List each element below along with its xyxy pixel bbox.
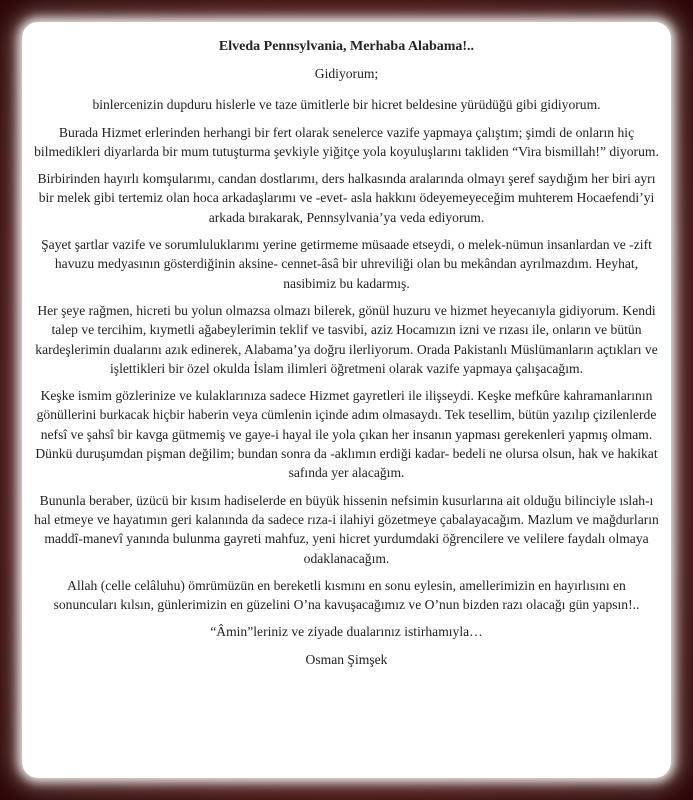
letter-content bbox=[32, 38, 661, 669]
paragraph-1: binlercenizin dupduru hislerle ve taze ümitlerle bir hicret beldesine yürüdüğü gibi gidiyorum. bbox=[92, 97, 601, 113]
paragraph-7: Bununla beraber, üzücü bir kısım hadiselerde en büyük hissenin nefsimin kusurlarına ait olduğu bilinciyle ıslah-ı hal etmeye ve hayatımın geri kalanında da sadece rıza-i ilahiyi gözetmeye çabalayacağım. Mazlum ve mağdurların maddî-manevî yanında bulunma gayreti mahfuz, yeni hicret yurdumdaki öğrencilere ve velilere faydalı olmaya odaklanacağım. bbox=[34, 492, 659, 566]
letter-title: Elveda Pennsylvania, Merhaba Alabama!.. bbox=[218, 39, 475, 54]
paragraph-8: Allah (celle celâluhu) ömrümüzün en bereketli kısmını en sonu eylesin, amellerimizin en hayırlısını en sonuncuları kılsın, günlerimizin en güzelini O’na kavuşacağımız ve O’nun bizden razı olacağı gün yapsın!.. bbox=[53, 577, 640, 613]
paragraph-closing: “Âmin”leriniz ve ziyade dualarınız istirhamıyla… bbox=[210, 624, 483, 640]
paragraph-6: Keşke ismim gözlerinize ve kulaklarınıza sadece Hizmet gayretleri ile ilişseydi. Keşke mefkûre kahramanlarının gönüllerini burkacak hiçbir haberin veya cümlenin içinde adım olmasaydı. Tek tesellim, bütün yazılıp çizilenlerde nefsî ve şahsî bir kavga gütmemiş ve gaye-i hayal ile yola çıkan her insanın yapması gerekenleri yapmış olmam. Dünkü duruşumdan pişman değilim; bundan sonra da -aklımın erdiği kadar- bedeli ne olursa olsun, hak ve hakikat safında yer alacağım. bbox=[35, 388, 658, 481]
paragraph-intro: Gidiyorum; bbox=[314, 66, 379, 81]
paragraph-2: Burada Hizmet erlerinden herhangi bir fert olarak senelerce vazife yapmaya çalıştım; şimdi de onların hiç bilmedikleri diyarlarda bir mum tutuşturma şevkiyle yiğitçe yola koyuluşlarını takliden “Vira bismillah!” diyorum. bbox=[34, 124, 659, 159]
paragraph-4: Şayet şartlar vazife ve sorumluluklarımı yerine getirmeme müsaade etseydi, o melek-nümun insanlardan ve -zift havuzu medyasının gösterdiğinin aksine- cennet-âsâ bir uhreviliği olan bu mekândan ayrılmazdım. Heyhat, nasibimiz bu kadarmış. bbox=[41, 237, 652, 291]
paragraph-5: Her şeye rağmen, hicreti bu yolun olmazsa olmazı bilerek, gönül huzuru ve hizmet heyecanıyla gidiyorum. Kendi talep ve tercihim, kıymetli ağabeylerimin teklif ve tasvibi, aziz Hocamızın izni ve rızası ile, onların ve bütün kardeşlerimin dualarını azık edinerek, Alabama’ya doğru ilerliyorum. Orada Pakistanlı Müslümanların açtıkları ve işlettikleri bir özel okulda İslam ilimleri öğretmeni olarak vazife yapmaya çalışacağım. bbox=[35, 302, 658, 376]
paragraph-3: Birbirinden hayırlı komşularımı, candan dostlarımı, ders halkasında aralarında olmayı şeref saydığım her biri ayrı bir melek gibi tertemiz olan hoca arkadaşlarımı ve -evet- asla hakkını ödeyemeyeceğim muhterem Hocaefendi’yi arkada bırakarak, Pennsylvania’ya veda ediyorum. bbox=[37, 171, 656, 225]
signature: Osman Şimşek bbox=[305, 651, 388, 667]
